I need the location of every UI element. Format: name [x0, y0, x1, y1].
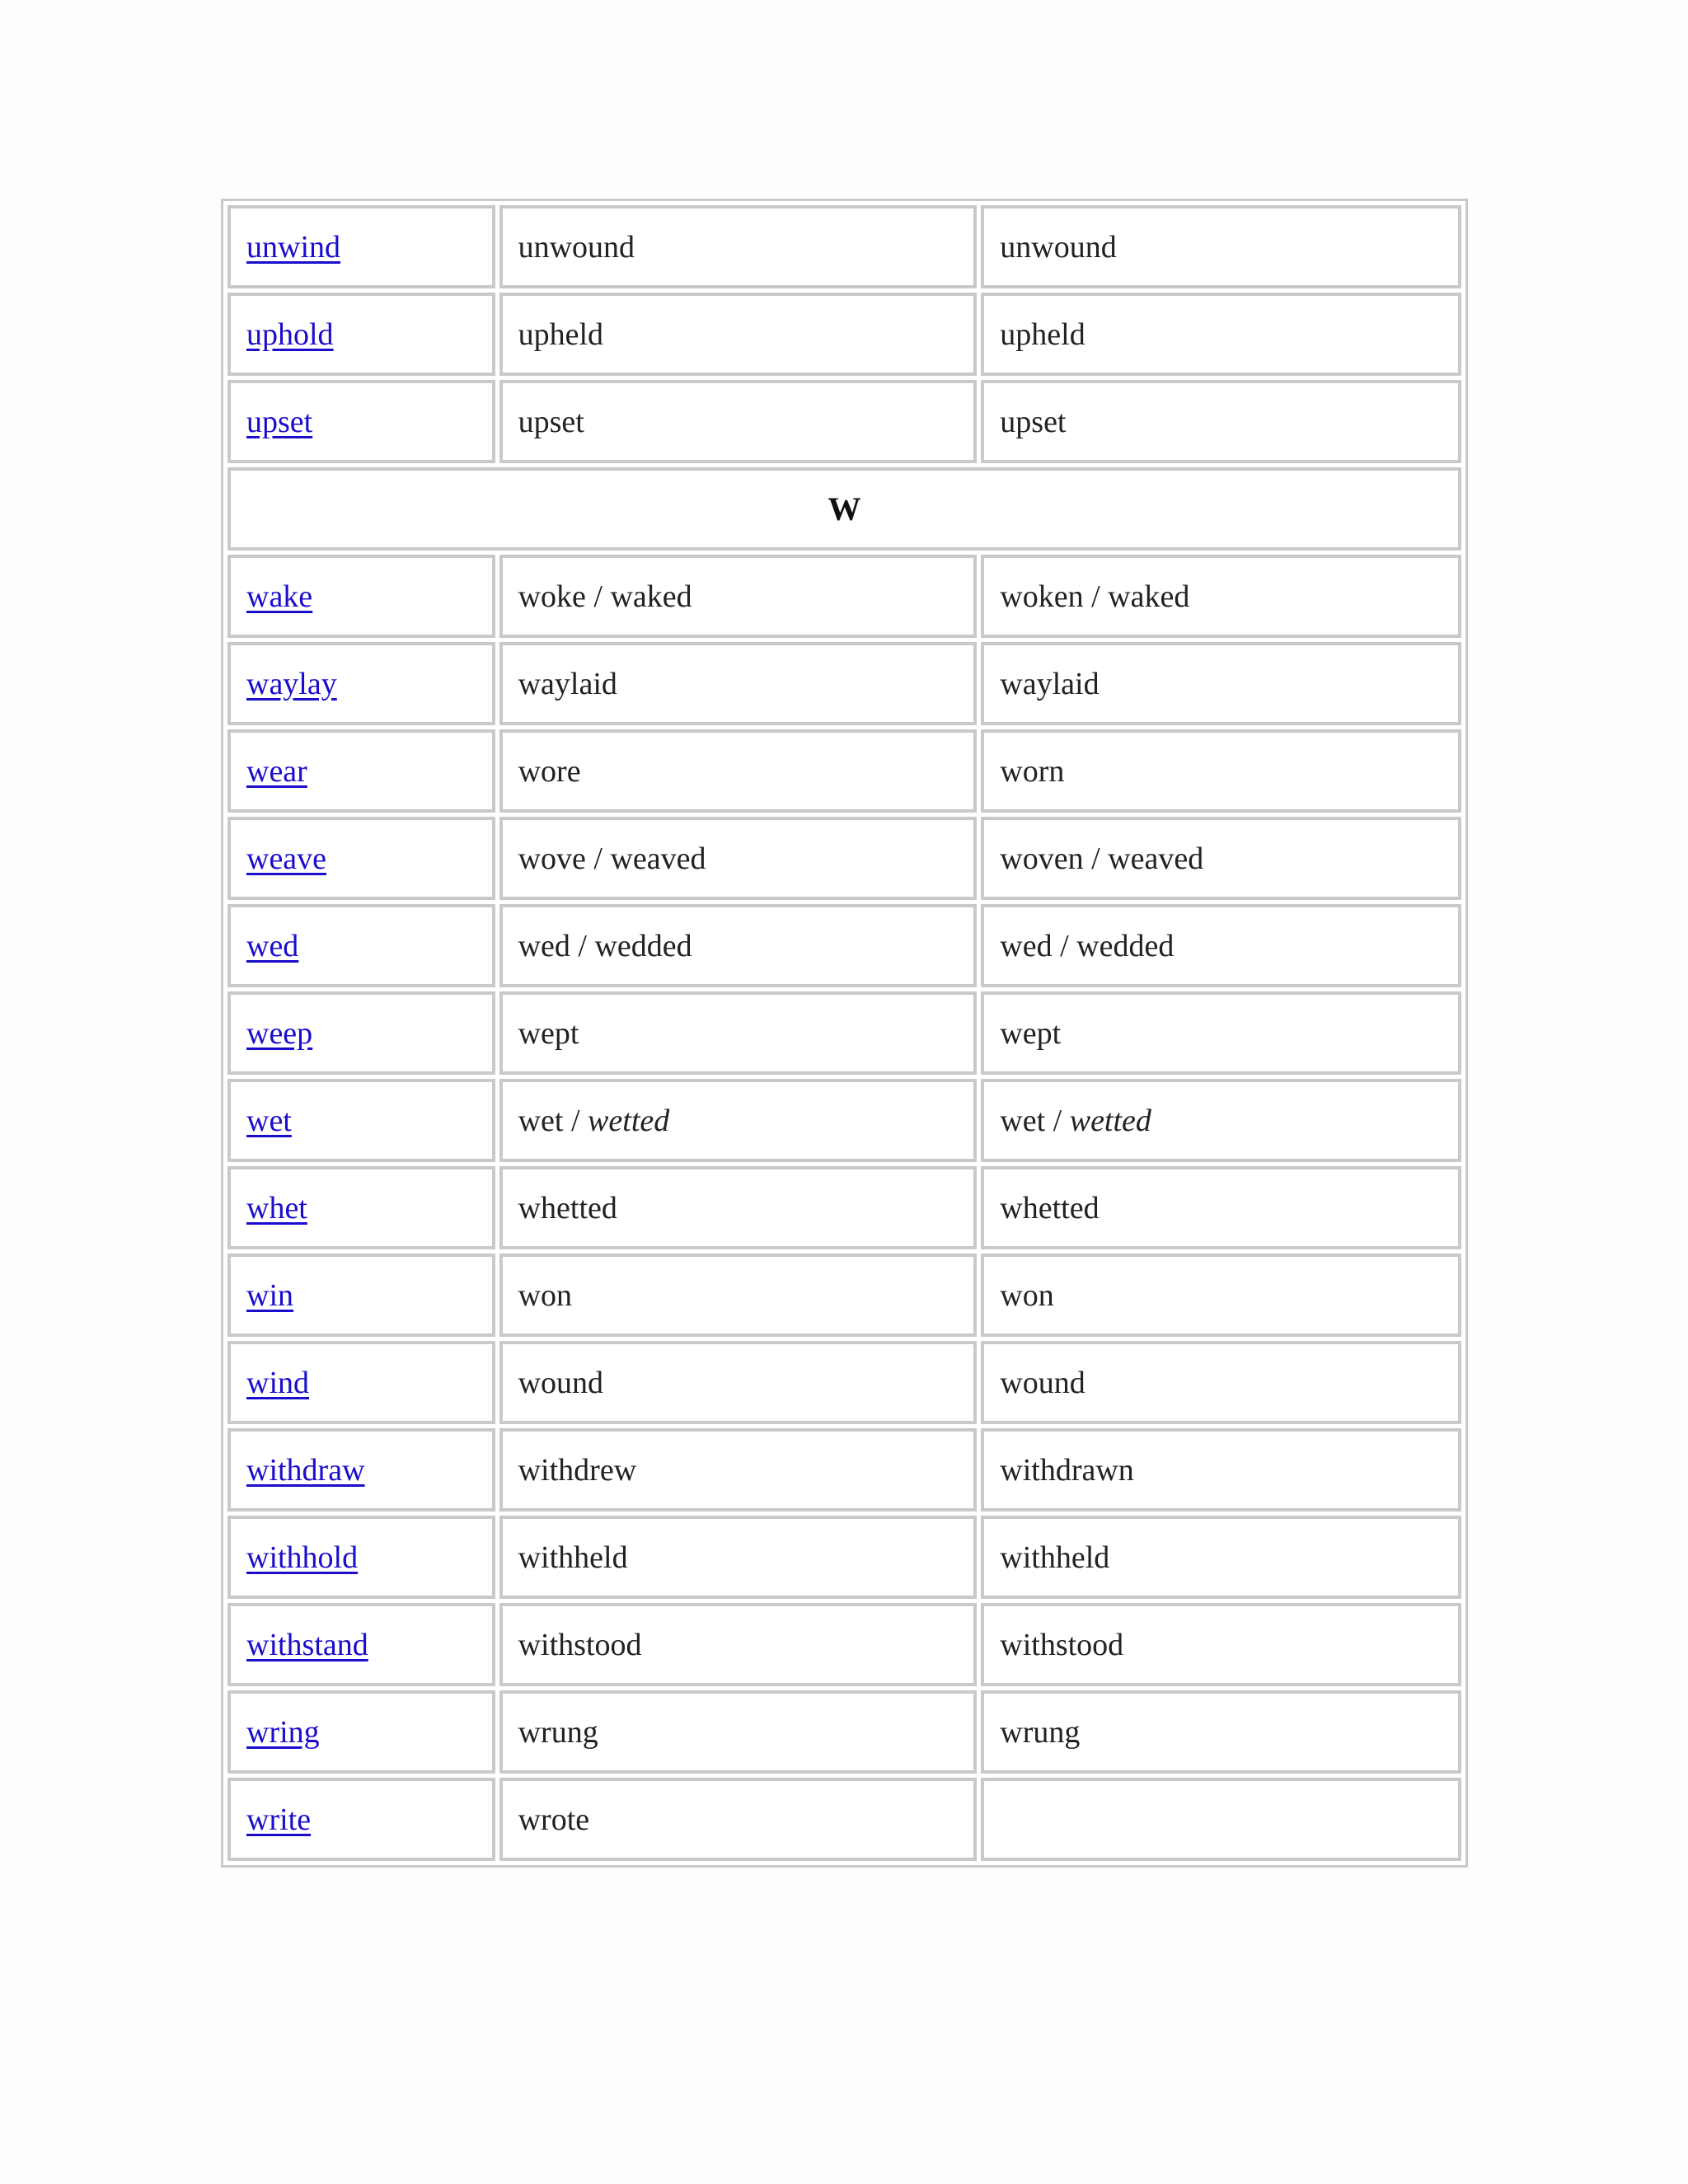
verb-link[interactable]: whet	[246, 1190, 307, 1226]
verb-form-text: wed / wedded	[1000, 928, 1175, 963]
past-participle-cell	[981, 904, 1461, 987]
table-row	[227, 642, 1461, 725]
verb-form-text: wept	[1000, 1015, 1062, 1051]
past-simple-cell	[499, 904, 978, 987]
past-simple-cell	[499, 555, 978, 638]
verb-form-text: upheld	[518, 316, 604, 352]
section-header: W	[227, 467, 1461, 551]
past-simple-cell	[499, 1778, 978, 1861]
base-form-cell	[227, 642, 495, 725]
table-body	[227, 205, 1461, 1861]
past-participle-cell	[981, 205, 1461, 288]
verb-link[interactable]: waylay	[246, 666, 337, 701]
table-row	[227, 1778, 1461, 1861]
verb-form-text: wrote	[518, 1802, 590, 1837]
past-participle-cell	[981, 1603, 1461, 1686]
italic-variant: wetted	[588, 1103, 670, 1138]
verb-link[interactable]: write	[246, 1802, 312, 1837]
verb-link[interactable]: unwind	[246, 229, 340, 265]
table-row	[227, 1428, 1461, 1511]
past-simple-cell	[499, 205, 978, 288]
base-form-cell	[227, 1079, 495, 1162]
past-simple-cell	[499, 380, 978, 463]
verb-form-text: upset	[518, 404, 584, 439]
past-simple-cell	[499, 1166, 978, 1249]
table-row	[227, 904, 1461, 987]
verb-form-text: withdrawn	[1000, 1452, 1134, 1488]
past-participle-cell	[981, 729, 1461, 813]
section-row	[227, 467, 1461, 551]
base-form-cell	[227, 1516, 495, 1599]
past-simple-cell	[499, 293, 978, 376]
verb-link[interactable]: wed	[246, 928, 299, 963]
verb-link[interactable]: withdraw	[246, 1452, 365, 1488]
past-simple-cell	[499, 1254, 978, 1337]
verb-form-text: woke / waked	[518, 579, 692, 614]
verb-form-text: wove / weaved	[518, 841, 706, 876]
verb-link[interactable]: uphold	[246, 316, 334, 352]
past-participle-cell	[981, 1341, 1461, 1424]
verb-form-text: wept	[518, 1015, 579, 1051]
verb-form-text: worn	[1000, 753, 1065, 789]
verb-link[interactable]: wear	[246, 753, 307, 789]
verb-link[interactable]: wring	[246, 1714, 320, 1750]
verb-link[interactable]: wet	[246, 1103, 292, 1138]
base-form-cell	[227, 380, 495, 463]
base-form-cell	[227, 1166, 495, 1249]
verb-form-text: won	[518, 1277, 573, 1313]
table-row	[227, 1516, 1461, 1599]
table-row	[227, 1341, 1461, 1424]
past-participle-cell	[981, 1079, 1461, 1162]
verb-form-text: upheld	[1000, 316, 1085, 352]
table-row	[227, 817, 1461, 900]
past-participle-cell	[981, 817, 1461, 900]
table-row	[227, 1603, 1461, 1686]
base-form-cell	[227, 1341, 495, 1424]
verb-form-text: wrung	[1000, 1714, 1081, 1750]
past-participle-cell	[981, 1166, 1461, 1249]
verb-form-text: wet /	[1000, 1103, 1070, 1138]
verb-form-text: unwound	[518, 229, 635, 265]
past-simple-cell	[499, 1341, 978, 1424]
past-participle-cell	[981, 1690, 1461, 1774]
base-form-cell	[227, 1254, 495, 1337]
base-form-cell	[227, 904, 495, 987]
italic-variant: wetted	[1069, 1103, 1151, 1138]
verb-link[interactable]: upset	[246, 404, 313, 439]
verb-link[interactable]: win	[246, 1277, 293, 1313]
base-form-cell	[227, 555, 495, 638]
past-participle-cell	[981, 1254, 1461, 1337]
past-participle-cell	[981, 555, 1461, 638]
past-participle-cell	[981, 380, 1461, 463]
past-simple-cell	[499, 1079, 978, 1162]
past-participle-cell	[981, 293, 1461, 376]
past-simple-cell	[499, 817, 978, 900]
table-row	[227, 991, 1461, 1075]
base-form-cell	[227, 1778, 495, 1861]
base-form-cell	[227, 1690, 495, 1774]
table-row	[227, 555, 1461, 638]
verb-form-text: withheld	[518, 1540, 628, 1575]
base-form-cell	[227, 1428, 495, 1511]
past-participle-cell	[981, 1778, 1461, 1861]
table-row	[227, 1166, 1461, 1249]
verb-form-text: waylaid	[518, 666, 617, 701]
base-form-cell	[227, 991, 495, 1075]
verb-form-text: wrung	[518, 1714, 598, 1750]
verb-form-text: wed / wedded	[518, 928, 692, 963]
table-row	[227, 205, 1461, 288]
verb-form-text: wound	[1000, 1365, 1085, 1400]
verb-link[interactable]: withhold	[246, 1540, 359, 1575]
verb-link[interactable]: weave	[246, 841, 327, 876]
past-participle-cell	[981, 642, 1461, 725]
verb-form-text: withheld	[1000, 1540, 1110, 1575]
base-form-cell	[227, 729, 495, 813]
verb-form-text: withstood	[1000, 1627, 1124, 1662]
table-row	[227, 380, 1461, 463]
verb-form-text: won	[1000, 1277, 1054, 1313]
verb-link[interactable]: withstand	[246, 1627, 368, 1662]
past-participle-cell	[981, 991, 1461, 1075]
table-row	[227, 1690, 1461, 1774]
irregular-verbs-table	[221, 199, 1468, 1868]
verb-form-text: withstood	[518, 1627, 642, 1662]
past-simple-cell	[499, 991, 978, 1075]
verb-link[interactable]: wake	[246, 579, 313, 614]
verb-link[interactable]: weep	[246, 1015, 313, 1051]
verb-form-text: withdrew	[518, 1452, 637, 1488]
table-row	[227, 293, 1461, 376]
past-participle-cell	[981, 1516, 1461, 1599]
verb-form-text: whetted	[518, 1190, 617, 1226]
verb-form-text: wound	[518, 1365, 604, 1400]
verb-form-text: whetted	[1000, 1190, 1100, 1226]
past-simple-cell	[499, 729, 978, 813]
verb-form-text: wet /	[518, 1103, 588, 1138]
past-simple-cell	[499, 1603, 978, 1686]
verb-form-text: waylaid	[1000, 666, 1100, 701]
base-form-cell	[227, 205, 495, 288]
verb-form-text: upset	[1000, 404, 1067, 439]
verb-form-text: woken / waked	[1000, 579, 1190, 614]
past-simple-cell	[499, 1428, 978, 1511]
verb-form-text: unwound	[1000, 229, 1117, 265]
base-form-cell	[227, 1603, 495, 1686]
past-simple-cell	[499, 642, 978, 725]
past-participle-cell	[981, 1428, 1461, 1511]
verb-form-text: wore	[518, 753, 581, 789]
table-row	[227, 1079, 1461, 1162]
verb-link[interactable]: wind	[246, 1365, 309, 1400]
table-row	[227, 1254, 1461, 1337]
past-simple-cell	[499, 1516, 978, 1599]
base-form-cell	[227, 293, 495, 376]
base-form-cell	[227, 817, 495, 900]
verb-form-text: woven / weaved	[1000, 841, 1204, 876]
past-simple-cell	[499, 1690, 978, 1774]
table-row	[227, 729, 1461, 813]
